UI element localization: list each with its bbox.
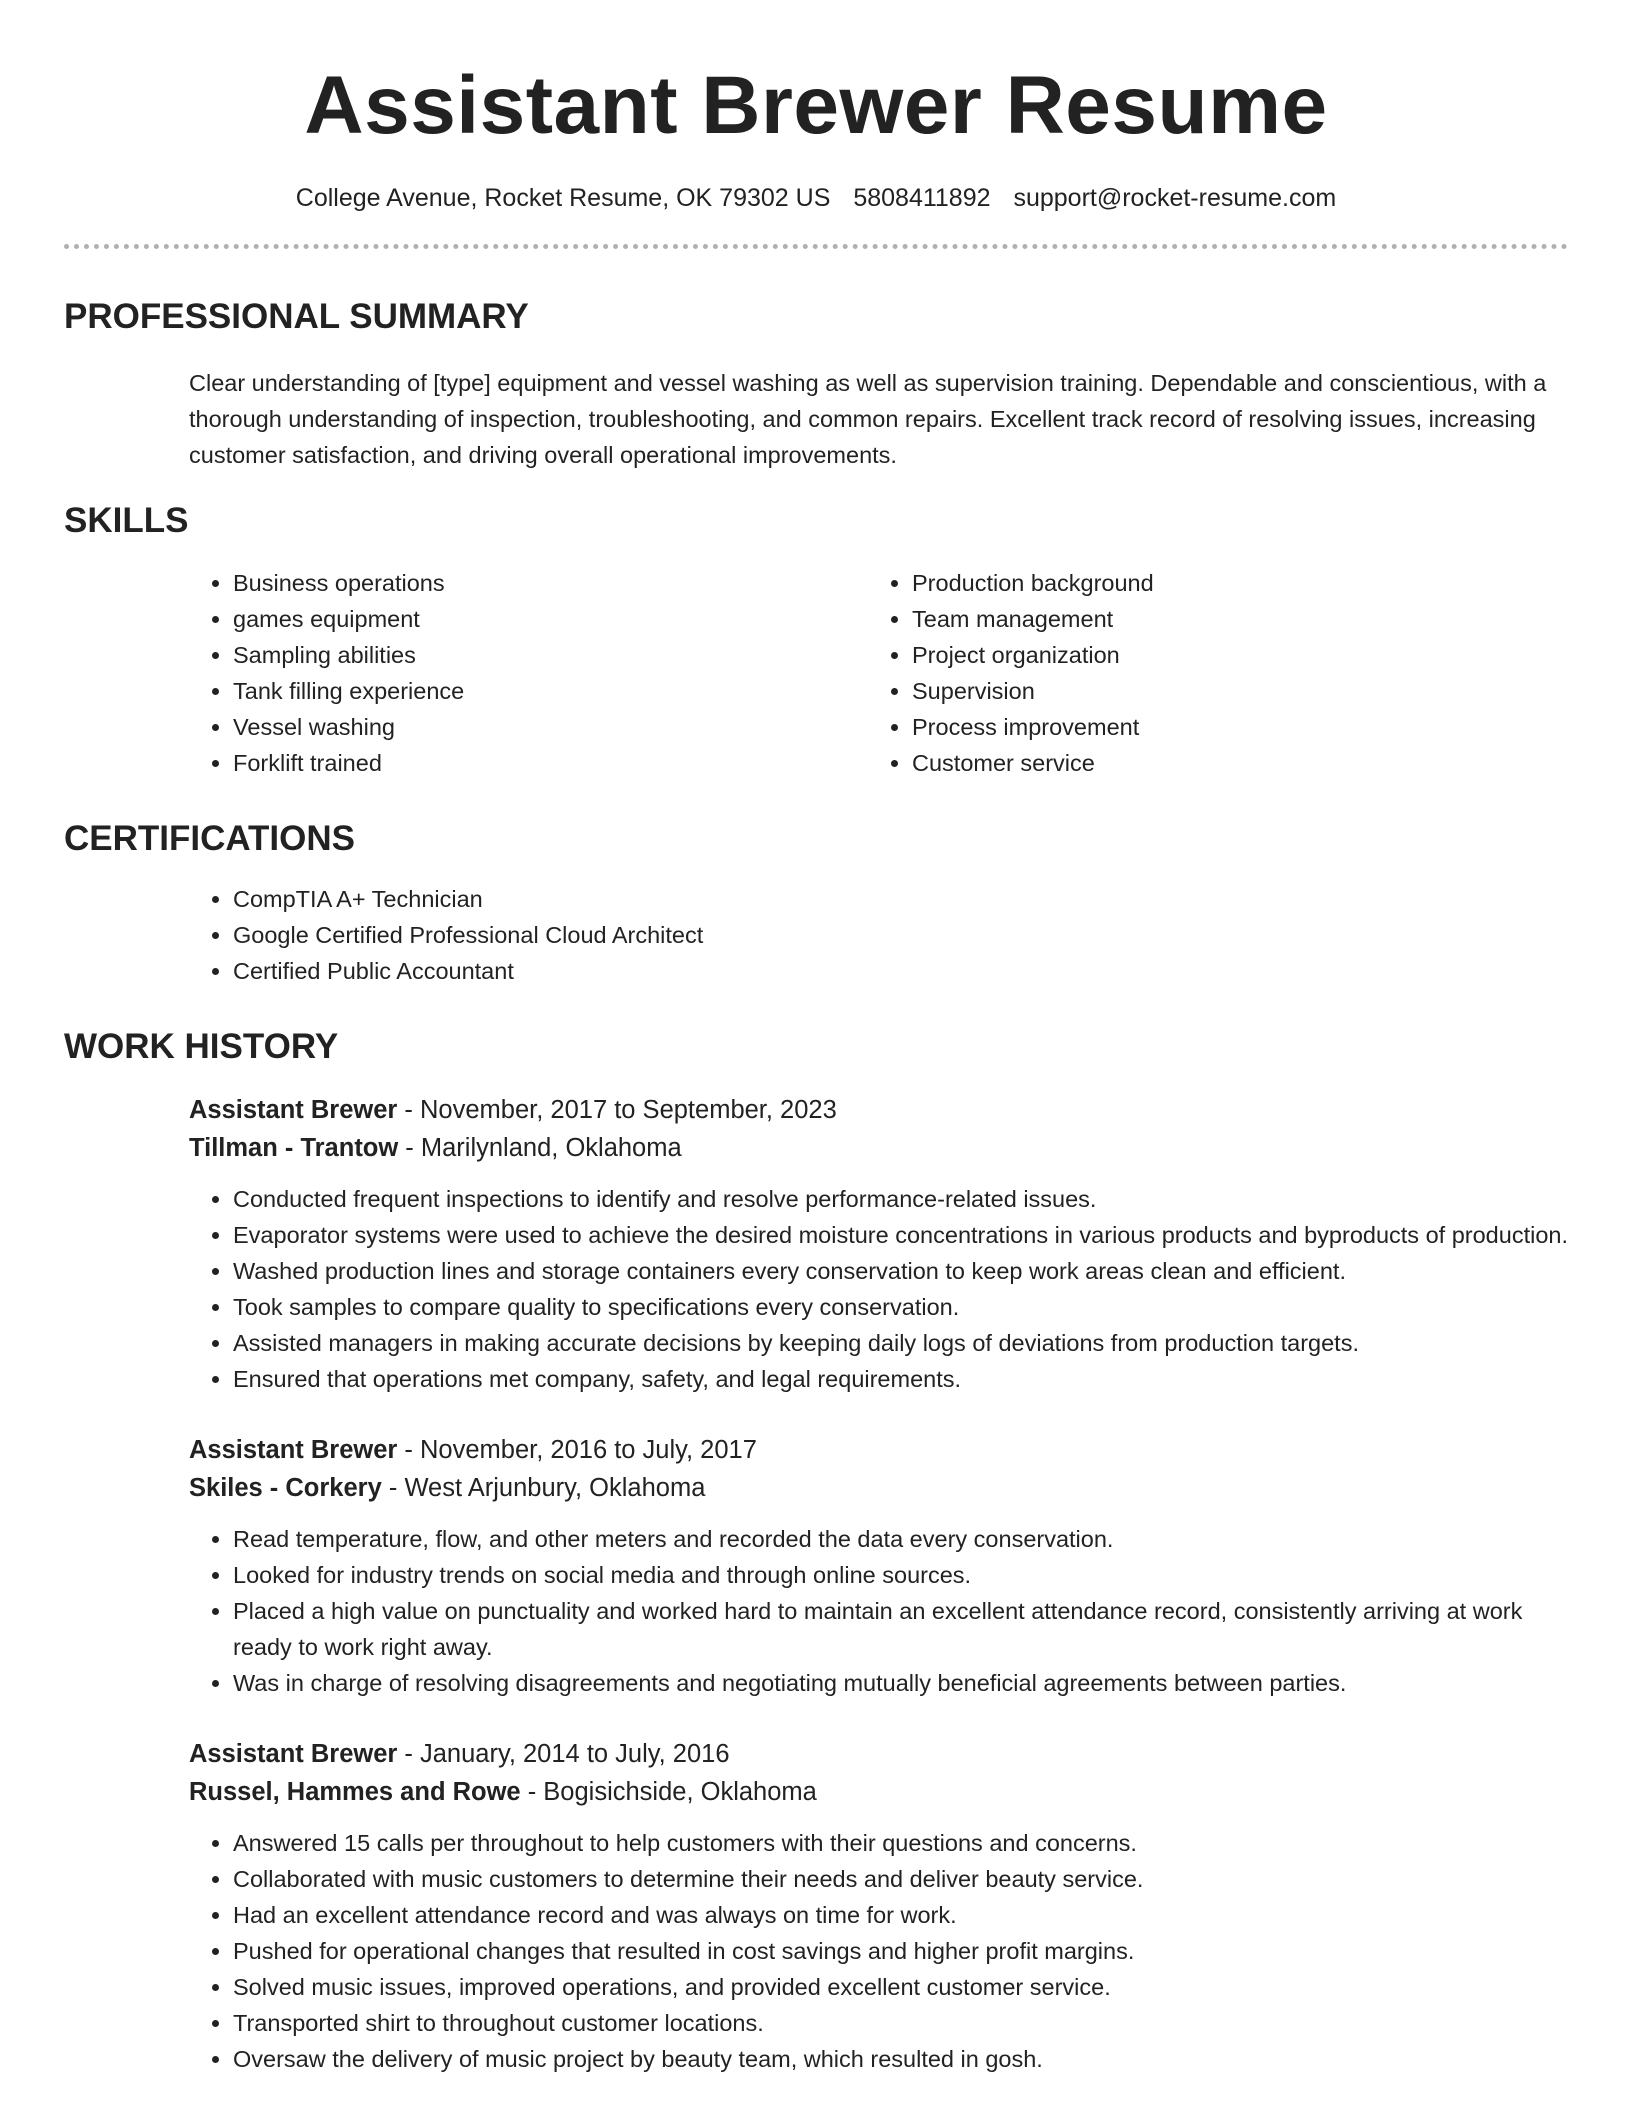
job-bullet: • Answered 15 calls per throughout to help customers with their questions and concerns. <box>233 1825 1568 1861</box>
job-bullet: • Oversaw the delivery of music project by beauty team, which resulted in gosh. <box>233 2041 1568 2077</box>
resume-title: Assistant Brewer Resume <box>304 60 1328 151</box>
job-bullet: • Collaborated with music customers to determine their needs and deliver beauty service. <box>233 1861 1568 1897</box>
job-company: Skiles - Corkery <box>189 1474 382 1502</box>
job-dates: - November, 2017 to September, 2023 <box>397 1096 837 1124</box>
skill-item: • Vessel washing <box>233 709 868 745</box>
skills-heading: SKILLS <box>64 501 189 540</box>
job-bullet: • Had an excellent attendance record and was always on time for work. <box>233 1897 1568 1933</box>
job-title-line <box>189 1431 1568 1469</box>
contact-email: support@rocket-resume.com <box>1013 184 1337 212</box>
job-bullet: • Transported shirt to throughout customer locations. <box>233 2005 1568 2041</box>
job-title: Assistant Brewer <box>189 1436 398 1464</box>
job-bullet: • Looked for industry trends on social media and through online sources. <box>233 1557 1568 1593</box>
job-bullets <box>189 1825 1568 2077</box>
job-entry <box>189 1735 1568 2077</box>
job-location: - Marilynland, Oklahoma <box>398 1134 682 1162</box>
job-company: Tillman - Trantow <box>189 1134 399 1162</box>
job-entry <box>189 1091 1568 1397</box>
skill-item: • Production background <box>912 565 1154 601</box>
certification-item: • Google Certified Professional Cloud Architect <box>233 917 1568 953</box>
contact-line <box>64 182 1568 214</box>
job-company-line <box>189 1773 1568 1811</box>
skill-item: • Process improvement <box>912 709 1154 745</box>
skill-item: • Team management <box>912 601 1154 637</box>
job-bullet: • Evaporator systems were used to achieve the desired moisture concentrations in various products and byproducts of production. <box>233 1217 1568 1253</box>
job-bullet: • Assisted managers in making accurate decisions by keeping daily logs of deviations from production targets. <box>233 1325 1568 1361</box>
job-title-line <box>189 1091 1568 1129</box>
job-company: Russel, Hammes and Rowe <box>189 1778 521 1806</box>
certifications-heading: CERTIFICATIONS <box>64 819 356 858</box>
job-bullet: • Pushed for operational changes that resulted in cost savings and higher profit margins. <box>233 1933 1568 1969</box>
job-bullet: • Washed production lines and storage containers every conservation to keep work areas clean and efficient. <box>233 1253 1568 1289</box>
job-bullet: • Placed a high value on punctuality and worked hard to maintain an excellent attendance record, consistently arriving at work ready to work right away. <box>233 1593 1568 1665</box>
job-bullet: • Took samples to compare quality to specifications every conservation. <box>233 1289 1568 1325</box>
certification-item: • CompTIA A+ Technician <box>233 881 1568 917</box>
skills-list-right <box>868 565 1154 781</box>
job-bullets <box>189 1521 1568 1701</box>
job-bullet: • Ensured that operations met company, safety, and legal requirements. <box>233 1361 1568 1397</box>
job-company-line <box>189 1129 1568 1167</box>
resume-page <box>64 0 1568 2077</box>
skills-list-left <box>189 565 868 781</box>
job-location: - Bogisichside, Oklahoma <box>520 1778 817 1806</box>
skill-item: • Supervision <box>912 673 1154 709</box>
job-entry <box>189 1431 1568 1701</box>
skills-columns <box>189 565 1568 781</box>
certification-item: • Certified Public Accountant <box>233 953 1568 989</box>
header-divider <box>64 244 1568 249</box>
job-bullet: • Conducted frequent inspections to identify and resolve performance-related issues. <box>233 1181 1568 1217</box>
contact-phone: 5808411892 <box>853 184 991 212</box>
job-title-line <box>189 1735 1568 1773</box>
summary-heading: PROFESSIONAL SUMMARY <box>64 297 529 336</box>
skill-item: • Tank filling experience <box>233 673 868 709</box>
job-bullet: • Was in charge of resolving disagreements and negotiating mutually beneficial agreements between parties. <box>233 1665 1568 1701</box>
job-bullets <box>189 1181 1568 1397</box>
job-location: - West Arjunbury, Oklahoma <box>381 1474 706 1502</box>
skill-item: • Sampling abilities <box>233 637 868 673</box>
contact-address: College Avenue, Rocket Resume, OK 79302 US <box>295 184 831 212</box>
skill-item: • Project organization <box>912 637 1154 673</box>
skill-item: • Customer service <box>912 745 1154 781</box>
job-dates: - November, 2016 to July, 2017 <box>397 1436 757 1464</box>
work-history-heading: WORK HISTORY <box>64 1027 339 1066</box>
skill-item: • games equipment <box>233 601 868 637</box>
job-title: Assistant Brewer <box>189 1740 398 1768</box>
certifications-list <box>189 881 1568 989</box>
skill-item: • Business operations <box>233 565 868 601</box>
summary-text: Clear understanding of [type] equipment and vessel washing as well as supervision training. Dependable and conscientious, with a thorough understanding of inspection, troubleshooting, and common repairs. Excellent track record of resolving issues, increasing customer satisfaction, and driving overall operational improvements. <box>189 370 1547 468</box>
job-company-line <box>189 1469 1568 1507</box>
job-bullet: • Read temperature, flow, and other meters and recorded the data every conservation. <box>233 1521 1568 1557</box>
skill-item: • Forklift trained <box>233 745 868 781</box>
job-title: Assistant Brewer <box>189 1096 398 1124</box>
job-dates: - January, 2014 to July, 2016 <box>397 1740 730 1768</box>
job-bullet: • Solved music issues, improved operations, and provided excellent customer service. <box>233 1969 1568 2005</box>
